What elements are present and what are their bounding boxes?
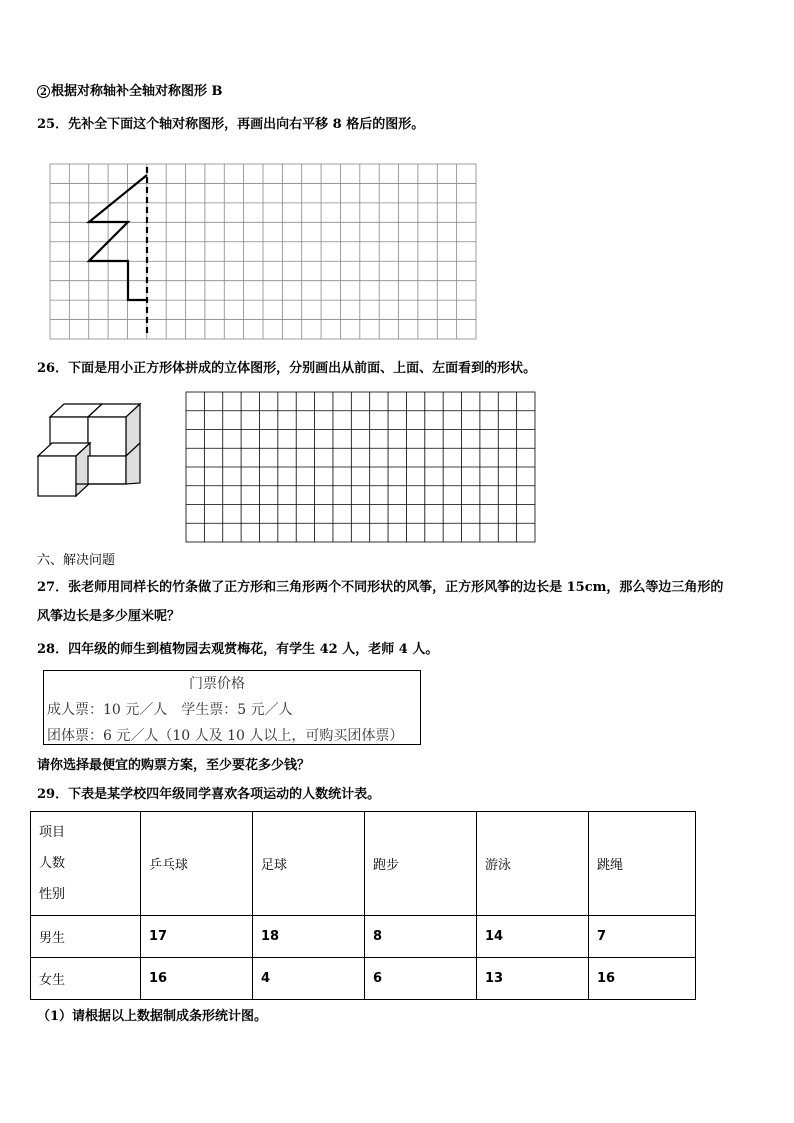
q26-question: 26．下面是用小正方形体拼成的立体图形，分别画出从前面、上面、左面看到的形状。 [37, 361, 537, 376]
ticket-group: 团体票：6 元／人（10 人及 10 人以上，可购买团体票） [47, 728, 404, 744]
corner-count: 人数 [39, 856, 66, 871]
corner-gender: 性别 [39, 887, 66, 902]
half-figure-outline [89, 175, 147, 300]
cube-figure [38, 404, 140, 496]
ticket-title: 门票价格 [189, 676, 245, 692]
table-cell: 13 [477, 958, 589, 1000]
table-cell: 14 [477, 916, 589, 958]
column-header: 跳绳 [589, 812, 696, 916]
table-cell: 16 [589, 958, 696, 1000]
q24-sub-text: 根据对称轴补全轴对称图形 B [51, 84, 223, 99]
table-cell: 7 [589, 916, 696, 958]
table-cell: 18 [253, 916, 365, 958]
row-label: 女生 [31, 958, 141, 1000]
table-row [31, 958, 696, 1000]
column-header: 足球 [253, 812, 365, 916]
table-row [31, 916, 696, 958]
q25-question: 25．先补全下面这个轴对称图形，再画出向右平移 8 格后的图形。 [37, 117, 425, 132]
table-cell: 17 [141, 916, 253, 958]
sports-stats-table [30, 811, 696, 1000]
table-cell: 6 [365, 958, 477, 1000]
table-cell: 8 [365, 916, 477, 958]
section-title: 六、解决问题 [37, 553, 116, 568]
column-header: 乒乓球 [141, 812, 253, 916]
q29-sub1: （1）请根据以上数据制成条形统计图。 [37, 1009, 268, 1024]
table-cell: 16 [141, 958, 253, 1000]
column-header: 跑步 [365, 812, 477, 916]
q28-question: 28．四年级的师生到植物园去观赏梅花，有学生 42 人，老师 4 人。 [37, 642, 439, 657]
q26-grid [186, 392, 535, 542]
column-header: 游泳 [477, 812, 589, 916]
ticket-price-box [43, 670, 421, 745]
q28-prompt: 请你选择最便宜的购票方案，至少要花多少钱？ [37, 758, 311, 773]
q27-line1: 27．张老师用同样长的竹条做了正方形和三角形两个不同形状的风筝，正方形风筝的边长是 15cm，那么等边三角形的 [37, 580, 724, 595]
q29-question: 29．下表是某学校四年级同学喜欢各项运动的人数统计表。 [37, 787, 381, 802]
table-header-row [31, 812, 696, 916]
table-corner-cell [31, 812, 141, 916]
q25-grid [50, 164, 476, 339]
corner-item: 项目 [39, 825, 66, 840]
row-label: 男生 [31, 916, 141, 958]
table-cell: 4 [253, 958, 365, 1000]
q27-line2: 风筝边长是多少厘米呢？ [37, 609, 181, 624]
ticket-adult-student: 成人票：10 元／人 学生票：5 元／人 [47, 702, 293, 718]
circled-number: 2 [37, 85, 50, 98]
